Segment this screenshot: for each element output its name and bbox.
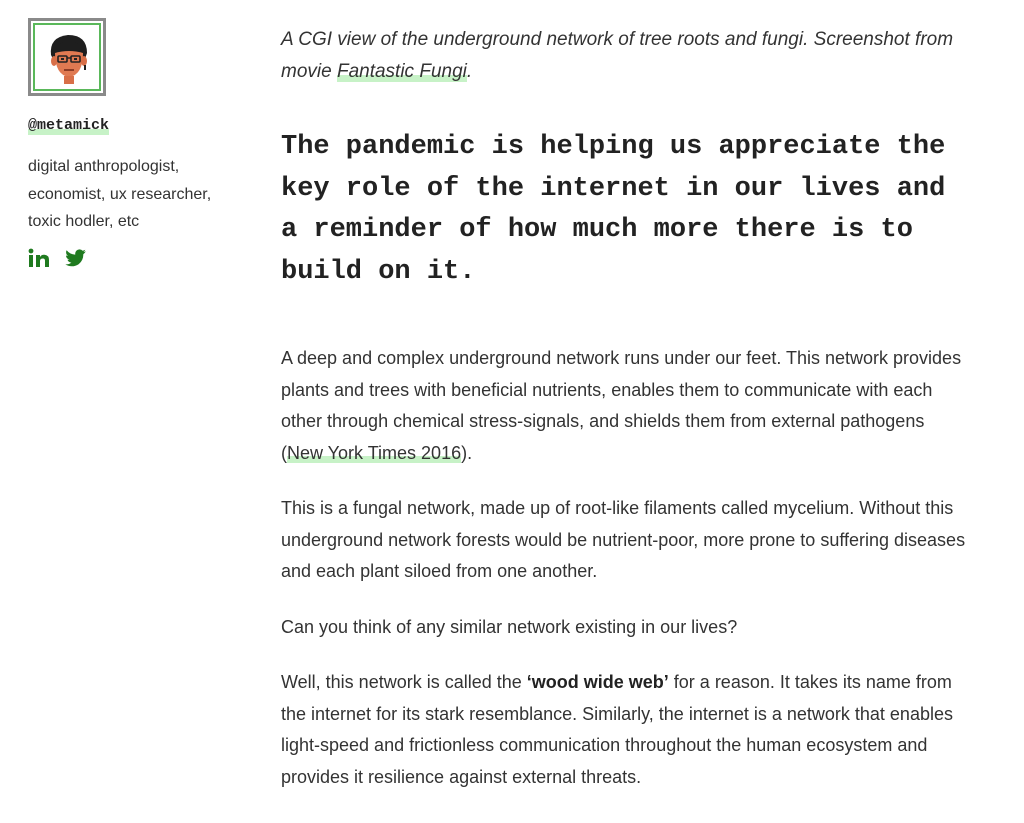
wood-wide-web-term: ‘wood wide web’ bbox=[526, 672, 669, 692]
author-bio: digital anthropologist, economist, ux researcher, toxic hodler, etc bbox=[28, 158, 212, 230]
nyt-2016-link[interactable]: New York Times 2016 bbox=[287, 442, 462, 463]
paragraph-1-end: ). bbox=[461, 442, 473, 463]
caption-text: A CGI view of the underground network of tree roots and fungi. Screenshot from movie bbox=[281, 29, 954, 82]
paragraph-4-text: Well, this network is called the bbox=[281, 672, 527, 692]
avatar[interactable] bbox=[28, 18, 106, 96]
paragraph-4 bbox=[281, 667, 971, 793]
fantastic-fungi-link[interactable]: Fantastic Fungi bbox=[336, 60, 467, 82]
paragraph-4-end: for a reason. It takes its name from the internet for its stark resemblance. Similarly, the internet is a network that enables light-speed and frictionless communication throughout the human ecosystem and provides it resilience against external threats. bbox=[281, 672, 953, 787]
pull-quote: The pandemic is helping us appreciate the key role of the internet in our lives and a reminder of how much more there is to build on it. bbox=[281, 132, 946, 287]
caption-end: . bbox=[466, 60, 473, 82]
paragraph-3: Can you think of any similar network existing in our lives? bbox=[281, 616, 738, 637]
avatar-illustration bbox=[35, 25, 103, 93]
linkedin-link[interactable] bbox=[28, 248, 50, 268]
twitter-icon bbox=[65, 249, 87, 267]
author-handle[interactable]: @metamick bbox=[28, 117, 110, 134]
image-caption bbox=[281, 24, 971, 87]
article-body bbox=[281, 343, 971, 793]
paragraph-2: This is a fungal network, made up of root-like filaments called mycelium. Without this underground network forests would be nutrient-poor, more prone to suffering diseases and each plant siloed from one another. bbox=[281, 498, 966, 581]
author-sidebar bbox=[28, 18, 258, 268]
twitter-link[interactable] bbox=[65, 249, 87, 267]
social-links bbox=[28, 248, 258, 268]
linkedin-icon bbox=[28, 248, 50, 268]
avatar-frame bbox=[33, 23, 101, 91]
paragraph-1 bbox=[281, 343, 971, 469]
article bbox=[281, 24, 971, 817]
paragraph-1-text: A deep and complex underground network runs under our feet. This network provides plants and trees with beneficial nutrients, enables them to communicate with each other through chemical stress-signals, and shields them from external pathogens ( bbox=[281, 348, 962, 463]
